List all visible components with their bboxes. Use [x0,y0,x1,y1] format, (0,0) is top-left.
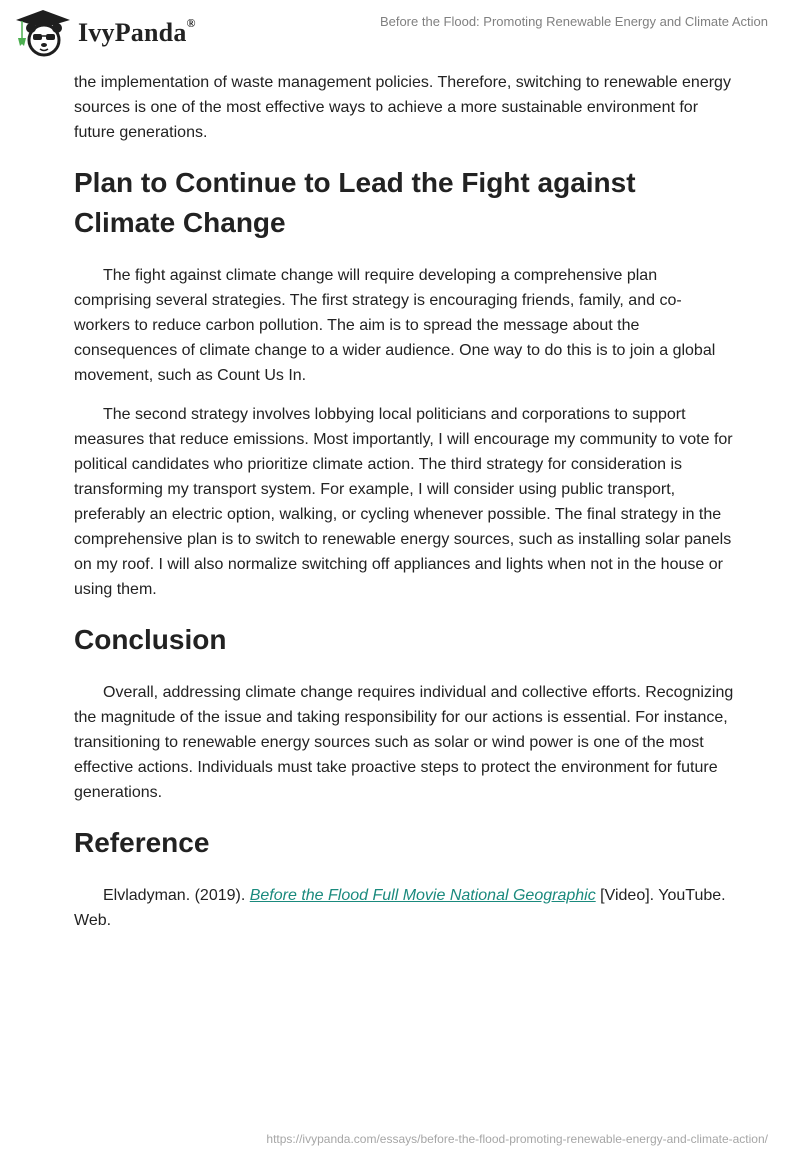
reference-source: [Video]. YouTube. Web. [74,887,726,929]
section-heading-conclusion: Conclusion [74,624,227,655]
ivypanda-logo[interactable] [14,8,196,58]
plan-paragraph-2: The second strategy involves lobbying local politicians and corporations to support measures that reduce emissions. Most importantly, I will encourage my community to vote for political candidates who prioritize climate action. The third strategy for consideration is transforming my transport system. For example, I will consider using public transport, preferably an electric option, walking, or cycling whenever possible. The final strategy in the comprehensive plan is to switch to renewable energy sources, such as installing solar panels on my roof. I will also normalize switching off appliances and lights when not in the house or using them. [74,406,733,598]
essay-body [74,70,734,947]
reference-author-year: Elvladyman. (2019). [103,887,250,904]
intro-paragraph: the implementation of waste management policies. Therefore, switching to renewable energy sources is one of the most effective ways to achieve a more sustainable environment for future generations. [74,74,731,141]
panda-graduate-icon [14,8,72,58]
page-header [0,0,800,70]
section-heading-plan: Plan to Continue to Lead the Fight against Climate Change [74,167,636,238]
section-heading-reference: Reference [74,827,210,858]
logo-wordmark: IvyPanda® [78,16,196,47]
reference-entry [74,883,734,933]
reference-video-link[interactable]: Before the Flood Full Movie National Geographic [249,887,596,904]
footer-url: https://ivypanda.com/essays/before-the-flood-promoting-renewable-energy-and-climate-action/ [266,1132,768,1146]
document-title: Before the Flood: Promoting Renewable Energy and Climate Action [379,14,768,29]
plan-paragraph-1: The fight against climate change will require developing a comprehensive plan comprising several strategies. The first strategy is encouraging friends, family, and co-workers to reduce carbon pollution. The aim is to spread the message about the consequences of climate change to a wider audience. One way to do this is to join a global movement, such as Count Us In. [74,267,716,384]
conclusion-paragraph: Overall, addressing climate change requires individual and collective efforts. Recognizing the magnitude of the issue and taking responsibility for our actions is essential. For instance, transitioning to renewable energy sources such as solar or wind power is one of the most effective actions. Individuals must take proactive steps to protect the environment for future generations. [74,684,734,801]
